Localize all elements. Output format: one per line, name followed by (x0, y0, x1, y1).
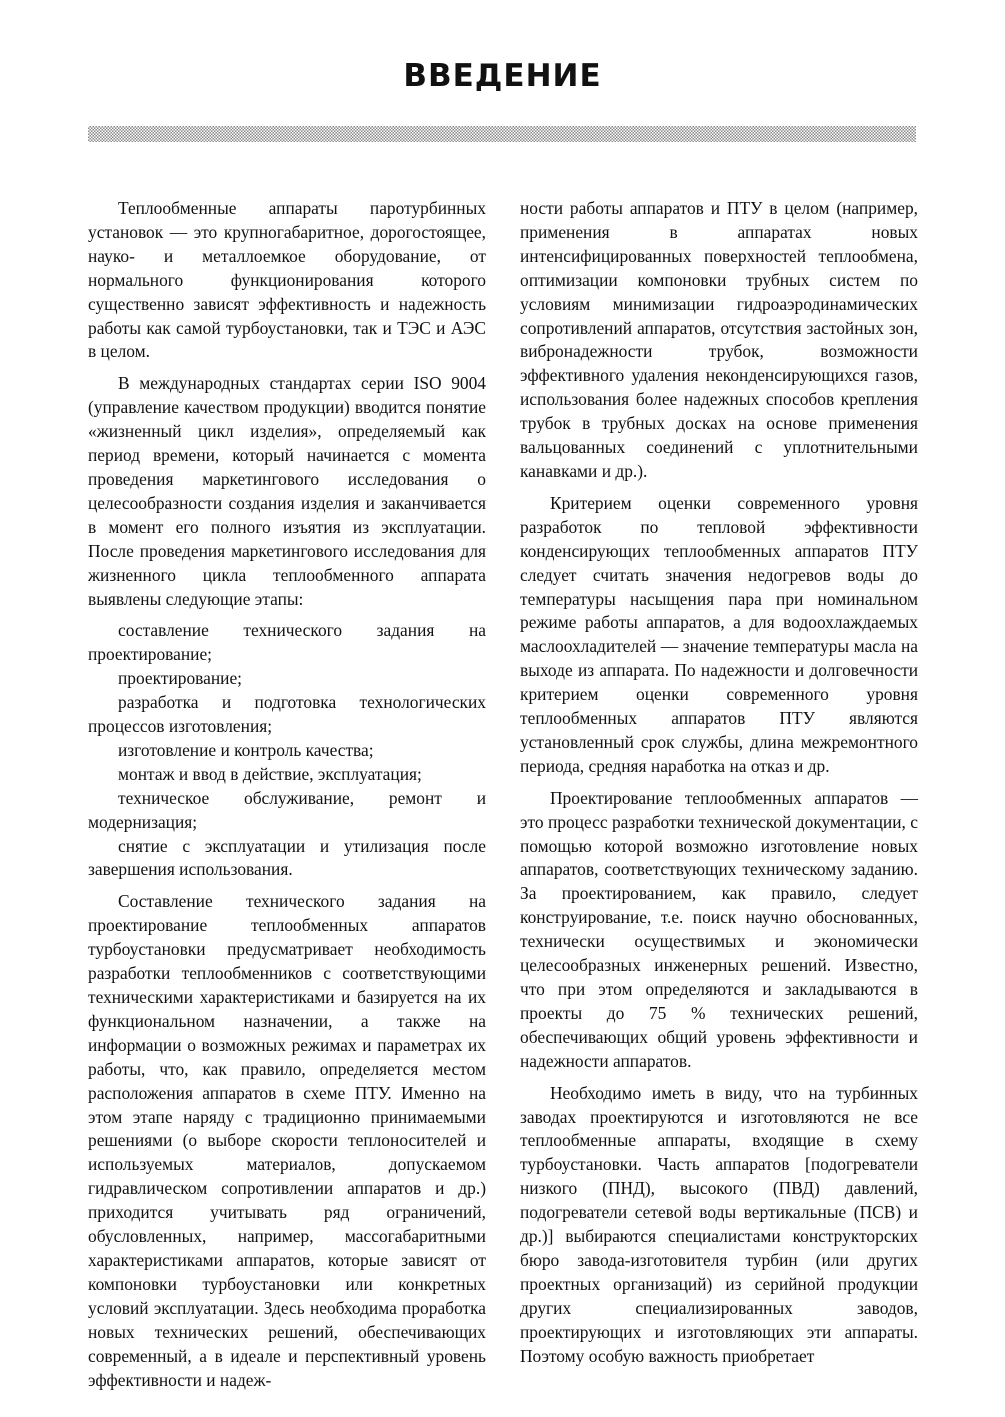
paragraph: Критерием оценки современного уровня разработок по тепловой эффективности конденсирующих теплообменных аппаратов ПТУ следует считать значения недогревов воды до температуры насыщения пара при номинальном режиме работы аппаратов, а для водоохлаждаемых маслоохладителей — значение температуры масла на выходе из аппарата. По надежности и долговечности критерием оценки современного уровня теплообменных аппаратов ПТУ являются установленный срок службы, длина межремонтного периода, средняя наработка на отказ и др. (520, 492, 918, 776)
list-item: проектирование; (118, 668, 243, 689)
list-item: снятие с эксплуатации и утилизация после завершения использования. (88, 835, 486, 880)
page-title: ВВЕДЕНИЕ (403, 58, 602, 94)
decorative-rule (88, 126, 916, 142)
list-item: составление технического задания на проектирование; (88, 620, 486, 665)
paragraph: Необходимо иметь в виду, что на турбинных заводах проектируются и изготовляются не все теплообменные аппараты, входящие в схему турбоустановки. Часть аппаратов [подогреватели низкого (ПНД), высокого (ПВД) давлений, подогреватели сетевой воды вертикальные (ПСВ) и др.)] выбираются специалистами конструкторских бюро завода-изготовителя турбин (или других проектных организаций) из серийной продукции других специализированных заводов, проектирующих и изготовляющих эти аппараты. Поэтому особую важность приобретает (520, 1082, 918, 1366)
list-item: разработка и подготовка технологических процессов изготовления; (88, 692, 486, 737)
paragraph: Составление технического задания на проектирование теплообменных аппаратов турбоустановки предусматривает необходимость разработки теплообменников с соответствующими техническими характеристиками и базируется на их функциональном назначении, а также на информации о возможных режимах и параметрах их работы, что, как правило, определяется местом расположения аппаратов в схеме ПТУ. Именно на этом этапе наряду с традиционно принимаемыми решениями (о выборе скорости теплоносителей и используемых материалов, допускаемом гидравлическом сопротивлении аппаратов и др.) приходится учитывать ряд ограничений, обусловленных, например, массогабаритными характеристиками аппаратов, которые зависят от компоновки турбоустановки или конкретных условий эксплуатации. Здесь необходима проработка новых технических решений, обеспечивающих современный, а в идеале и перспективный уровень эффективности и надеж- (88, 891, 486, 1390)
list-item: изготовление и контроль качества; (118, 739, 374, 760)
paragraph: ности работы аппаратов и ПТУ в целом (например, применения в аппаратах новых интенсифицированных поверхностей теплообмена, оптимизации компоновки трубных систем по условиям минимизации гидроаэродинамических сопротивлений аппаратов, отсутствия застойных зон, вибронадежности трубок, возможности эффективного удаления неконденсирующихся газов, использования более надежных способов крепления трубок в трубных досках на основе применения вальцованных соединений с уплотнительными канавками и др.). (520, 198, 918, 481)
list-item: техническое обслуживание, ремонт и модернизация; (88, 787, 486, 832)
list-item: монтаж и ввод в действие, эксплуатация; (118, 763, 422, 784)
right-column (520, 197, 918, 1377)
paragraph: В международных стандартах серии ISO 9004 (управление качеством продукции) вводится понятие «жизненный цикл изделия», определяемый как период времени, который начинается с момента проведения маркетингового исследования о целесообразности создания изделия и заканчивается в момент его полного изъятия из эксплуатации. После проведения маркетингового исследования для жизненного цикла теплообменного аппарата выявлены следующие этапы: (88, 373, 486, 609)
left-column (88, 197, 486, 1400)
paragraph: Теплообменные аппараты паротурбинных установок — это крупногабаритное, дорогостоящее, науко- и металлоемкое оборудование, от нормального функционирования которого существенно зависят эффективность и надежность работы как самой турбоустановки, так и ТЭС и АЭС в целом. (88, 198, 486, 362)
paragraph: Проектирование теплообменных аппаратов — это процесс разработки технической документации, с помощью которой возможно изготовление новых аппаратов, соответствующих техническому заданию. За проектированием, как правило, следует конструирование, т.е. поиск научно обоснованных, технически осуществимых и экономически целесообразных инженерных решений. Известно, что при этом определяются и закладываются в проекты до 75 % технических решений, обеспечивающих общий уровень эффективности и надежности аппаратов. (520, 787, 918, 1071)
